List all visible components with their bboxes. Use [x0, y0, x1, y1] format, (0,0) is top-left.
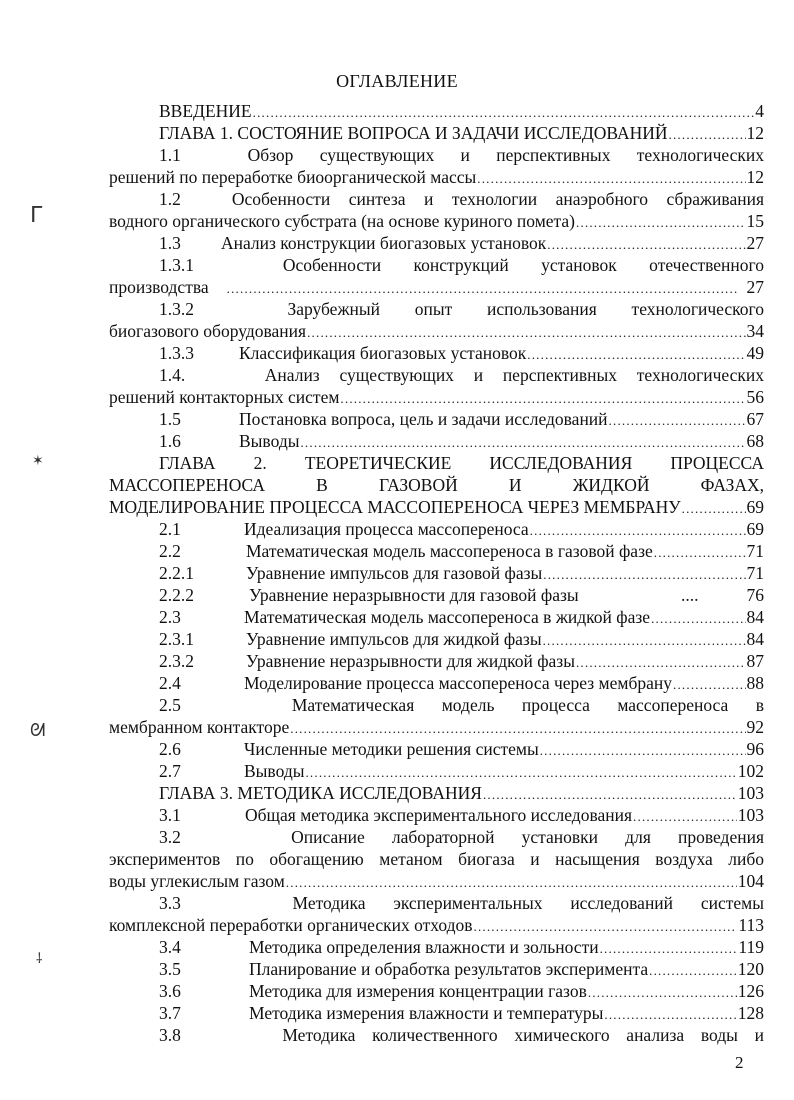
toc-title: Общая методика экспериментального исследования	[245, 805, 633, 825]
leader-dots	[483, 784, 737, 806]
toc-page: 103	[737, 805, 764, 825]
toc-page: 15	[746, 211, 764, 231]
leader-dots	[547, 234, 745, 256]
margin-scribble: ᘛ	[30, 720, 46, 741]
toc-number: 1.3	[159, 233, 181, 253]
leader-dots	[253, 102, 755, 124]
leader-dots	[340, 388, 745, 410]
toc-page: 69	[746, 497, 764, 517]
leader-dots	[649, 960, 737, 982]
toc-entry-3-4	[109, 936, 764, 958]
margin-scribble: ⸸	[36, 951, 43, 967]
toc-title: Уравнение импульсов для жидкой фазы	[246, 629, 542, 649]
toc-number: 1.1	[159, 145, 181, 165]
toc-title: Классификация биогазовых установок	[239, 343, 527, 363]
toc-title: Методика количественного химического анализа воды и	[282, 1025, 765, 1045]
toc-title: Выводы	[244, 761, 305, 781]
leader-dots	[527, 344, 745, 366]
leader-dots	[530, 520, 746, 542]
toc-entry-chapter-2	[109, 452, 764, 474]
toc-entry-chapter-2-cont2	[109, 496, 764, 518]
toc-page: 68	[746, 431, 764, 451]
toc-title: Анализ существующих и перспективных технологических	[264, 365, 765, 385]
leader-dots	[305, 762, 736, 784]
toc-entry-3-3	[109, 892, 764, 914]
toc-number: 2.2.1	[159, 563, 194, 583]
toc-number: 2.5	[159, 695, 181, 715]
toc-number: 3.6	[159, 981, 181, 1001]
toc-entry-2-3	[109, 606, 764, 628]
toc-title: Уравнение импульсов для газовой фазы	[246, 563, 543, 583]
toc-page: 27	[746, 277, 764, 297]
toc-number: 1.4.	[159, 365, 186, 385]
toc-page: 96	[746, 739, 764, 759]
toc-entry-2-5-cont	[109, 716, 764, 738]
toc-title-cont: решений контакторных систем	[109, 387, 340, 407]
toc-entry-1-5	[109, 408, 764, 430]
leader-dots	[604, 1004, 736, 1026]
toc-entry-2-3-2	[109, 650, 764, 672]
toc-entry-3-1	[109, 804, 764, 826]
toc-number: 1.3.3	[159, 343, 194, 363]
toc-entry-2-2-1	[109, 562, 764, 584]
leader-dots	[543, 630, 746, 652]
toc-title: Планирование и обработка результатов эксперимента	[249, 959, 649, 979]
leader-dots	[651, 608, 745, 630]
toc-page: 69	[746, 519, 764, 539]
toc-number: 3.8	[159, 1025, 181, 1045]
leader-dots	[673, 674, 745, 696]
toc-entry-1-3-2-cont	[109, 320, 764, 342]
toc-page: 87	[746, 651, 764, 671]
toc-entry-1-3	[109, 232, 764, 254]
toc-entry-3-7	[109, 1002, 764, 1024]
toc-page: 71	[746, 563, 764, 583]
toc-number: 3.4	[159, 937, 181, 957]
toc-page: 4	[755, 101, 764, 121]
toc-page: 56	[746, 387, 764, 407]
toc-number: 3.5	[159, 959, 181, 979]
page-number: 2	[735, 1053, 744, 1072]
toc-title: Математическая модель массопереноса в газовой фазе	[246, 541, 653, 561]
toc-entry-1-2-cont	[109, 210, 764, 232]
toc-title: Особенности синтеза и технологии анаэробного сбраживания	[231, 189, 764, 209]
toc-number: 2.3.2	[159, 651, 194, 671]
leader-dots	[307, 322, 745, 344]
toc-number: 3.2	[159, 827, 181, 847]
toc-entry-introduction	[109, 100, 764, 122]
toc-title-cont: воды углекислым газом	[109, 871, 285, 891]
toc-entry-2-2-2	[109, 584, 764, 606]
toc-title-cont: комплексной переработки органических отходов	[109, 915, 473, 935]
toc-page: 103	[737, 783, 764, 803]
toc-number: 3.1	[159, 805, 181, 825]
toc-entry-1-6	[109, 430, 764, 452]
toc-entry-1-3-1	[109, 254, 764, 276]
toc-entry-1-3-1-cont	[109, 276, 764, 298]
toc-page: 84	[746, 629, 764, 649]
toc-page: 102	[737, 761, 764, 781]
toc-page: 92	[746, 717, 764, 737]
toc-page: 104	[737, 871, 764, 891]
toc-entry-3-6	[109, 980, 764, 1002]
toc-title: ГЛАВА 1. СОСТОЯНИЕ ВОПРОСА И ЗАДАЧИ ИССЛЕДОВАНИЙ	[159, 123, 668, 143]
toc-number: 1.5	[159, 409, 181, 429]
toc-entry-2-4	[109, 672, 764, 694]
toc-title-cont: мембранном контакторе	[109, 717, 290, 737]
leader-dots	[609, 410, 746, 432]
leader-dots-short: ....	[681, 585, 699, 605]
toc-entry-1-3-2	[109, 298, 764, 320]
leader-dots	[682, 498, 746, 520]
table-of-contents	[109, 100, 764, 1046]
toc-title: Математическая модель процесса массопереноса в	[291, 695, 765, 715]
toc-title: Методика для измерения концентрации газов	[249, 981, 587, 1001]
toc-number: 2.2.2	[159, 585, 194, 605]
toc-title: Особенности конструкций установок отечественного	[282, 255, 765, 275]
toc-number: 2.1	[159, 519, 181, 539]
leader-dots	[669, 124, 746, 146]
toc-page: 12	[746, 167, 764, 187]
toc-title: Анализ конструкции биогазовых установок	[221, 233, 547, 253]
toc-page: 126	[737, 981, 764, 1001]
toc-title: Уравнение неразрывности для газовой фазы	[249, 585, 579, 605]
toc-title: Описание лабораторной установки для проведения	[291, 827, 765, 847]
leader-dots	[576, 652, 746, 674]
toc-number: 2.3.1	[159, 629, 194, 649]
toc-number: 1.2	[159, 189, 181, 209]
toc-page: 113	[738, 915, 764, 935]
toc-entry-1-1-cont	[109, 166, 764, 188]
toc-entry-chapter-1	[109, 122, 764, 144]
toc-title-cont: экспериментов по обогащению метаном биогаза и насыщения воздуха либо	[109, 849, 764, 869]
toc-title-cont: решений по переработке биоорганической массы	[109, 167, 477, 187]
leader-dots	[654, 542, 746, 564]
toc-entry-1-1	[109, 144, 764, 166]
toc-title-cont: МАССОПЕРЕНОСА В ГАЗОВОЙ И ЖИДКОЙ ФАЗАХ,	[109, 475, 764, 495]
leader-dots	[540, 740, 746, 762]
toc-entry-3-3-cont	[109, 914, 764, 936]
toc-entry-2-2	[109, 540, 764, 562]
toc-entry-3-2-cont	[109, 848, 764, 870]
toc-title-cont: МОДЕЛИРОВАНИЕ ПРОЦЕССА МАССОПЕРЕНОСА ЧЕРЕЗ МЕМБРАНУ	[109, 497, 681, 517]
leader-dots	[290, 718, 745, 740]
toc-number: 1.3.2	[159, 299, 194, 319]
toc-number: 3.7	[159, 1003, 181, 1023]
leader-dots	[477, 168, 745, 190]
toc-number: 2.3	[159, 607, 181, 627]
toc-entry-2-5	[109, 694, 764, 716]
toc-entry-1-2	[109, 188, 764, 210]
toc-page: 71	[746, 541, 764, 561]
toc-number: 2.7	[159, 761, 181, 781]
toc-title: Методика экспериментальных исследований системы	[292, 893, 764, 913]
toc-entry-3-2	[109, 826, 764, 848]
toc-page: 67	[746, 409, 764, 429]
margin-scribble: ᒥ	[30, 203, 43, 228]
toc-title: Методика измерения влажности и температуры	[249, 1003, 604, 1023]
toc-number: 2.6	[159, 739, 181, 759]
leader-dots	[543, 564, 745, 586]
toc-entry-2-7	[109, 760, 764, 782]
toc-number: 2.2	[159, 541, 181, 561]
toc-page: 120	[737, 959, 764, 979]
toc-title: ГЛАВА 3. МЕТОДИКА ИССЛЕДОВАНИЯ	[159, 783, 482, 803]
toc-title: Идеализация процесса массопереноса	[244, 519, 529, 539]
toc-entry-3-2-cont2	[109, 870, 764, 892]
toc-page: 49	[746, 343, 764, 363]
toc-title: ВВЕДЕНИЕ	[159, 101, 252, 121]
leader-dots	[600, 938, 738, 960]
margin-scribble: ✶	[32, 453, 44, 469]
leader-dots	[227, 278, 738, 300]
toc-number: 1.3.1	[159, 255, 194, 275]
leader-dots	[588, 982, 737, 1004]
toc-entry-3-8	[109, 1024, 764, 1046]
toc-entry-1-4	[109, 364, 764, 386]
toc-title: Численные методики решения системы	[244, 739, 539, 759]
toc-entry-3-5	[109, 958, 764, 980]
toc-page: 34	[746, 321, 764, 341]
leader-dots	[576, 212, 746, 234]
toc-number: 3.3	[159, 893, 181, 913]
toc-title: Моделирование процесса массопереноса через мембрану	[244, 673, 673, 693]
toc-entry-chapter-2-cont	[109, 474, 764, 496]
toc-title-cont: водного органического субстрата (на основе куриного помета)	[109, 211, 575, 231]
toc-title: Зарубежный опыт использования технологического	[287, 299, 765, 319]
leader-dots	[633, 806, 737, 828]
toc-title: Методика определения влажности и зольности	[249, 937, 599, 957]
toc-page: 12	[746, 123, 764, 143]
toc-title-cont: биогазового оборудования	[109, 321, 307, 341]
toc-heading: ОГЛАВЛЕНИЕ	[336, 71, 458, 91]
toc-entry-2-6	[109, 738, 764, 760]
toc-page: 119	[738, 937, 764, 957]
toc-page: 84	[746, 607, 764, 627]
toc-number: 1.6	[159, 431, 181, 451]
leader-dots	[474, 916, 738, 938]
toc-page: 27	[746, 233, 764, 253]
toc-entry-1-3-3	[109, 342, 764, 364]
toc-title: Математическая модель массопереноса в жидкой фазе	[244, 607, 651, 627]
toc-number: 2.4	[159, 673, 181, 693]
toc-entry-2-1	[109, 518, 764, 540]
toc-page: 128	[737, 1003, 764, 1023]
toc-entry-2-3-1	[109, 628, 764, 650]
toc-entry-chapter-3	[109, 782, 764, 804]
toc-title: Выводы	[239, 431, 300, 451]
toc-title: Обзор существующих и перспективных технологических	[247, 145, 765, 165]
leader-dots	[286, 872, 737, 894]
toc-page: 88	[746, 673, 764, 693]
toc-title: Постановка вопроса, цель и задачи исследований	[239, 409, 608, 429]
toc-page: 76	[746, 585, 764, 605]
toc-title-cont: производства	[109, 277, 209, 297]
toc-title: ГЛАВА 2. ТЕОРЕТИЧЕСКИЕ ИССЛЕДОВАНИЯ ПРОЦЕССА	[159, 453, 764, 473]
toc-title: Уравнение неразрывности для жидкой фазы	[246, 651, 575, 671]
leader-dots	[300, 432, 745, 454]
toc-entry-1-4-cont	[109, 386, 764, 408]
